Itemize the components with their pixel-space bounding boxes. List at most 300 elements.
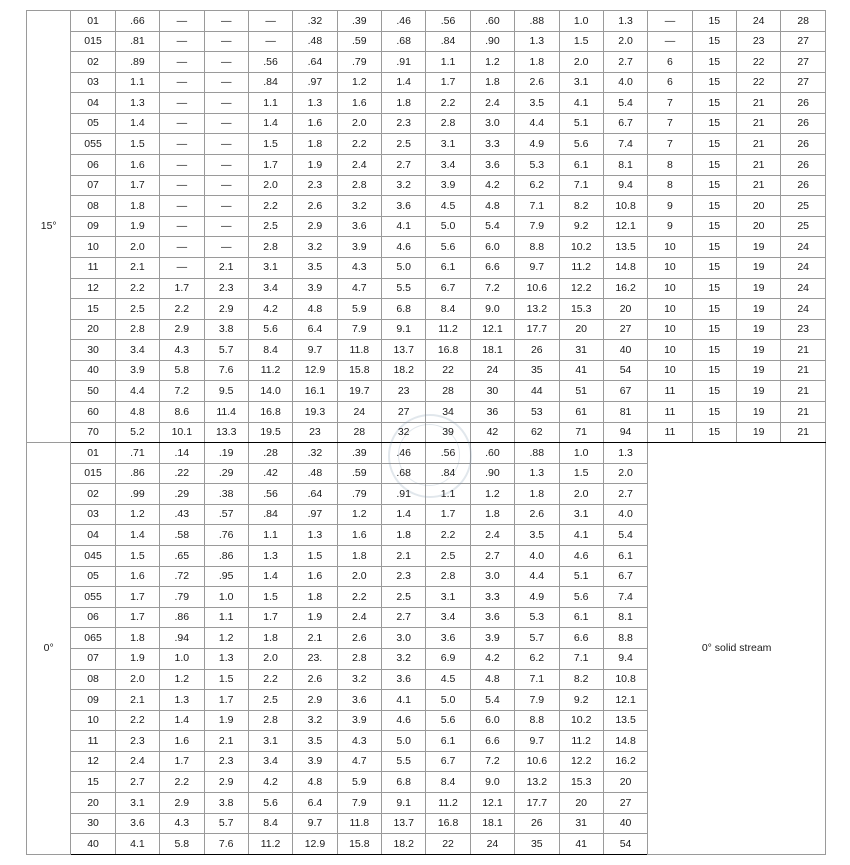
capacity-cell: 15	[692, 299, 736, 320]
capacity-cell: 1.5	[115, 546, 159, 567]
capacity-cell: 9	[648, 216, 692, 237]
capacity-cell: 2.4	[115, 751, 159, 772]
capacity-cell: 2.2	[160, 299, 204, 320]
capacity-cell: —	[160, 175, 204, 196]
capacity-cell: .65	[160, 546, 204, 567]
capacity-cell: —	[204, 113, 248, 134]
capacity-cell: 5.1	[559, 113, 603, 134]
table-row	[27, 93, 826, 114]
nozzle-size-cell: 30	[71, 813, 115, 834]
capacity-cell: 2.3	[204, 751, 248, 772]
capacity-cell: 5.6	[559, 587, 603, 608]
capacity-cell: 7	[648, 134, 692, 155]
capacity-cell: 1.3	[293, 525, 337, 546]
capacity-cell: 7.2	[470, 751, 514, 772]
capacity-cell: 1.1	[248, 525, 292, 546]
capacity-cell: 24	[337, 401, 381, 422]
capacity-cell: 3.9	[337, 710, 381, 731]
capacity-cell: 41	[559, 360, 603, 381]
table-row	[27, 443, 826, 464]
capacity-cell: 7	[648, 93, 692, 114]
capacity-cell: 4.9	[515, 587, 559, 608]
capacity-cell: —	[160, 11, 204, 32]
capacity-cell: 3.5	[515, 93, 559, 114]
capacity-cell: 15	[692, 31, 736, 52]
capacity-cell: 9.1	[382, 792, 426, 813]
capacity-cell: 1.8	[248, 628, 292, 649]
capacity-cell: 15	[692, 155, 736, 176]
capacity-cell: 9.4	[603, 648, 647, 669]
capacity-cell: 4.2	[248, 299, 292, 320]
capacity-cell: 2.6	[337, 628, 381, 649]
capacity-cell: 4.1	[382, 216, 426, 237]
capacity-cell: 2.4	[337, 155, 381, 176]
capacity-cell: 15	[692, 257, 736, 278]
capacity-cell: 31	[559, 340, 603, 361]
capacity-cell: .91	[382, 52, 426, 73]
table-row	[27, 422, 826, 443]
capacity-cell: 11.2	[426, 319, 470, 340]
capacity-cell: 2.8	[426, 113, 470, 134]
capacity-cell: 15	[692, 52, 736, 73]
capacity-cell: 4.3	[337, 731, 381, 752]
nozzle-size-cell: 055	[71, 134, 115, 155]
capacity-cell: 2.7	[470, 546, 514, 567]
capacity-cell: 3.6	[337, 216, 381, 237]
table-body	[27, 11, 826, 855]
capacity-cell: 10	[648, 319, 692, 340]
capacity-cell: 2.7	[382, 155, 426, 176]
capacity-cell: .94	[160, 628, 204, 649]
capacity-cell: 7.1	[515, 669, 559, 690]
capacity-cell: 5.6	[248, 319, 292, 340]
capacity-cell: 1.5	[559, 31, 603, 52]
capacity-cell: 3.4	[426, 155, 470, 176]
capacity-cell: .68	[382, 463, 426, 484]
capacity-cell: —	[248, 31, 292, 52]
capacity-cell: 6.4	[293, 792, 337, 813]
capacity-cell: 6.7	[603, 566, 647, 587]
capacity-cell: 1.4	[248, 566, 292, 587]
capacity-cell: 7.6	[204, 360, 248, 381]
capacity-cell: 16.2	[603, 278, 647, 299]
capacity-cell: 16.8	[426, 340, 470, 361]
capacity-cell: 5.0	[426, 216, 470, 237]
capacity-cell: —	[648, 31, 692, 52]
capacity-cell: 8.2	[559, 196, 603, 217]
capacity-cell: 9.0	[470, 772, 514, 793]
capacity-cell: 24	[470, 834, 514, 855]
capacity-cell: 4.4	[515, 566, 559, 587]
table-row	[27, 299, 826, 320]
capacity-cell: 5.3	[515, 607, 559, 628]
capacity-cell: 54	[603, 834, 647, 855]
capacity-cell: 9.2	[559, 690, 603, 711]
spray-angle-label: 15°	[27, 11, 71, 443]
capacity-cell: 1.3	[515, 31, 559, 52]
capacity-cell: 6.4	[293, 319, 337, 340]
capacity-cell: 14.8	[603, 257, 647, 278]
capacity-cell: .91	[382, 484, 426, 505]
table-row	[27, 401, 826, 422]
nozzle-size-cell: 20	[71, 319, 115, 340]
capacity-cell: 24	[781, 299, 826, 320]
capacity-cell: 71	[559, 422, 603, 443]
capacity-cell: 1.3	[115, 93, 159, 114]
capacity-cell: 12.9	[293, 834, 337, 855]
capacity-cell: 21	[781, 360, 826, 381]
capacity-cell: 16.1	[293, 381, 337, 402]
capacity-cell: 15	[692, 175, 736, 196]
capacity-cell: 1.9	[204, 710, 248, 731]
capacity-cell: .58	[160, 525, 204, 546]
table-row	[27, 11, 826, 32]
capacity-cell: 3.3	[470, 134, 514, 155]
capacity-cell: 2.5	[248, 690, 292, 711]
capacity-cell: 7.6	[204, 834, 248, 855]
nozzle-size-cell: 09	[71, 216, 115, 237]
capacity-cell: 15	[692, 360, 736, 381]
capacity-cell: 25	[781, 216, 826, 237]
capacity-cell: 21	[781, 401, 826, 422]
capacity-cell: .29	[204, 463, 248, 484]
capacity-cell: 24	[470, 360, 514, 381]
capacity-cell: —	[160, 31, 204, 52]
nozzle-size-cell: 15	[71, 772, 115, 793]
table-row	[27, 278, 826, 299]
capacity-cell: .64	[293, 484, 337, 505]
capacity-cell: 2.4	[337, 607, 381, 628]
capacity-cell: 27	[781, 52, 826, 73]
capacity-cell: .76	[204, 525, 248, 546]
capacity-cell: 3.4	[115, 340, 159, 361]
capacity-cell: 15	[692, 340, 736, 361]
capacity-cell: 2.5	[426, 546, 470, 567]
capacity-cell: 2.2	[426, 93, 470, 114]
capacity-cell: 1.8	[293, 587, 337, 608]
capacity-cell: 2.0	[603, 31, 647, 52]
capacity-cell: 4.1	[559, 525, 603, 546]
capacity-cell: 20	[737, 216, 781, 237]
capacity-cell: 2.2	[337, 134, 381, 155]
capacity-cell: 3.0	[470, 566, 514, 587]
table-row	[27, 155, 826, 176]
nozzle-size-cell: 06	[71, 607, 115, 628]
capacity-cell: 6	[648, 72, 692, 93]
capacity-cell: 10	[648, 237, 692, 258]
capacity-cell: .19	[204, 443, 248, 464]
capacity-cell: 2.6	[293, 669, 337, 690]
nozzle-size-cell: 015	[71, 463, 115, 484]
capacity-cell: 1.8	[115, 196, 159, 217]
capacity-cell: 1.7	[248, 155, 292, 176]
capacity-cell: .28	[248, 443, 292, 464]
capacity-cell: 4.4	[115, 381, 159, 402]
capacity-cell: .48	[293, 463, 337, 484]
nozzle-size-cell: 01	[71, 443, 115, 464]
capacity-cell: 24	[781, 257, 826, 278]
capacity-cell: 3.4	[248, 278, 292, 299]
capacity-cell: 5.4	[603, 525, 647, 546]
capacity-cell: 1.1	[426, 484, 470, 505]
nozzle-size-cell: 50	[71, 381, 115, 402]
capacity-cell: 2.0	[559, 484, 603, 505]
capacity-cell: 5.4	[603, 93, 647, 114]
capacity-cell: 4.3	[160, 340, 204, 361]
capacity-cell: —	[204, 31, 248, 52]
capacity-cell: 5.7	[204, 340, 248, 361]
capacity-cell: .43	[160, 504, 204, 525]
capacity-cell: 81	[603, 401, 647, 422]
capacity-cell: 6.8	[382, 299, 426, 320]
capacity-cell: 1.6	[337, 525, 381, 546]
capacity-cell: 12.1	[470, 792, 514, 813]
capacity-cell: —	[204, 11, 248, 32]
capacity-cell: 3.1	[559, 72, 603, 93]
capacity-cell: .64	[293, 52, 337, 73]
capacity-cell: 9.1	[382, 319, 426, 340]
capacity-cell: 3.9	[293, 278, 337, 299]
capacity-cell: 6.1	[426, 731, 470, 752]
capacity-cell: .71	[115, 443, 159, 464]
capacity-cell: 5.6	[426, 710, 470, 731]
capacity-cell: 7.1	[559, 175, 603, 196]
capacity-cell: 1.8	[382, 525, 426, 546]
capacity-cell: 15.3	[559, 299, 603, 320]
capacity-cell: 22	[737, 52, 781, 73]
capacity-cell: 15	[692, 381, 736, 402]
capacity-cell: 8	[648, 175, 692, 196]
capacity-cell: 6.6	[470, 257, 514, 278]
capacity-cell: —	[160, 93, 204, 114]
nozzle-size-cell: 40	[71, 834, 115, 855]
capacity-cell: 10	[648, 340, 692, 361]
capacity-cell: 3.5	[293, 257, 337, 278]
capacity-cell: 2.1	[382, 546, 426, 567]
capacity-cell: 12.1	[603, 216, 647, 237]
capacity-cell: 15	[692, 196, 736, 217]
capacity-cell: —	[160, 134, 204, 155]
capacity-cell: 4.7	[337, 278, 381, 299]
capacity-cell: 3.5	[293, 731, 337, 752]
capacity-cell: 10	[648, 257, 692, 278]
table-row	[27, 52, 826, 73]
capacity-cell: 9.7	[293, 813, 337, 834]
capacity-cell: .84	[426, 463, 470, 484]
capacity-cell: 3.6	[470, 155, 514, 176]
capacity-cell: 13.5	[603, 710, 647, 731]
capacity-cell: 5.6	[559, 134, 603, 155]
capacity-cell: 3.1	[248, 257, 292, 278]
capacity-cell: 6.9	[426, 648, 470, 669]
capacity-cell: 2.8	[248, 710, 292, 731]
capacity-cell: 1.7	[248, 607, 292, 628]
capacity-cell: 4.8	[470, 669, 514, 690]
capacity-cell: 31	[559, 813, 603, 834]
table-row	[27, 216, 826, 237]
capacity-cell: 3.6	[382, 669, 426, 690]
capacity-cell: 5.4	[470, 216, 514, 237]
nozzle-size-cell: 03	[71, 72, 115, 93]
nozzle-size-cell: 045	[71, 546, 115, 567]
capacity-cell: 26	[781, 113, 826, 134]
capacity-cell: 21	[737, 155, 781, 176]
capacity-cell: .88	[515, 443, 559, 464]
capacity-cell: 2.8	[337, 648, 381, 669]
capacity-cell: 10	[648, 278, 692, 299]
capacity-cell: 6.1	[559, 155, 603, 176]
capacity-cell: 3.2	[382, 648, 426, 669]
capacity-cell: 11.2	[559, 257, 603, 278]
capacity-cell: .84	[426, 31, 470, 52]
capacity-cell: 4.2	[248, 772, 292, 793]
capacity-cell: 15	[692, 93, 736, 114]
capacity-cell: 7	[648, 113, 692, 134]
capacity-cell: 34	[426, 401, 470, 422]
capacity-cell: 21	[737, 134, 781, 155]
capacity-cell: 26	[781, 175, 826, 196]
capacity-cell: 1.6	[115, 155, 159, 176]
capacity-cell: 1.6	[293, 566, 337, 587]
capacity-cell: 2.2	[426, 525, 470, 546]
capacity-cell: 2.3	[115, 731, 159, 752]
capacity-cell: 1.8	[470, 504, 514, 525]
nozzle-size-cell: 02	[71, 484, 115, 505]
capacity-cell: 6.7	[426, 278, 470, 299]
capacity-cell: 3.0	[382, 628, 426, 649]
capacity-cell: 19	[737, 237, 781, 258]
capacity-cell: 2.6	[515, 504, 559, 525]
capacity-cell: 3.2	[337, 669, 381, 690]
nozzle-size-cell: 055	[71, 587, 115, 608]
capacity-cell: 11.8	[337, 813, 381, 834]
capacity-cell: 7.4	[603, 134, 647, 155]
capacity-cell: 2.9	[293, 690, 337, 711]
capacity-cell: 2.6	[515, 72, 559, 93]
capacity-cell: 4.0	[603, 504, 647, 525]
capacity-cell: 26	[515, 340, 559, 361]
capacity-cell: 4.1	[115, 834, 159, 855]
capacity-cell: 10.8	[603, 669, 647, 690]
capacity-cell: —	[248, 11, 292, 32]
capacity-cell: 2.5	[382, 587, 426, 608]
capacity-cell: 8.6	[160, 401, 204, 422]
capacity-cell: 24	[737, 11, 781, 32]
capacity-cell: 8.2	[559, 669, 603, 690]
nozzle-size-cell: 05	[71, 566, 115, 587]
nozzle-size-cell: 07	[71, 175, 115, 196]
capacity-cell: 15	[692, 72, 736, 93]
capacity-cell: —	[204, 52, 248, 73]
capacity-cell: 19	[737, 319, 781, 340]
capacity-cell: .84	[248, 72, 292, 93]
capacity-cell: 2.5	[115, 299, 159, 320]
capacity-cell: 11.2	[248, 834, 292, 855]
capacity-cell: 2.2	[115, 278, 159, 299]
capacity-cell: 54	[603, 360, 647, 381]
capacity-cell: 14.0	[248, 381, 292, 402]
capacity-cell: 62	[515, 422, 559, 443]
capacity-cell: 24	[781, 278, 826, 299]
capacity-cell: 9.0	[470, 299, 514, 320]
capacity-cell: 6.1	[426, 257, 470, 278]
capacity-cell: —	[204, 155, 248, 176]
capacity-cell: 6.0	[470, 710, 514, 731]
capacity-cell: 7.2	[470, 278, 514, 299]
capacity-cell: .46	[382, 11, 426, 32]
capacity-cell: .84	[248, 504, 292, 525]
capacity-cell: 2.3	[382, 566, 426, 587]
capacity-cell: 5.9	[337, 299, 381, 320]
capacity-cell: 2.0	[603, 463, 647, 484]
nozzle-size-cell: 40	[71, 360, 115, 381]
nozzle-size-cell: 20	[71, 792, 115, 813]
capacity-cell: 16.2	[603, 751, 647, 772]
capacity-cell: 26	[781, 134, 826, 155]
capacity-cell: 2.6	[293, 196, 337, 217]
capacity-cell: 1.4	[382, 504, 426, 525]
capacity-cell: .97	[293, 504, 337, 525]
nozzle-size-cell: 04	[71, 525, 115, 546]
capacity-cell: 2.9	[204, 772, 248, 793]
capacity-cell: 7.9	[515, 690, 559, 711]
capacity-cell: 20	[559, 792, 603, 813]
capacity-cell: .79	[337, 484, 381, 505]
capacity-cell: 51	[559, 381, 603, 402]
capacity-cell: 1.0	[559, 11, 603, 32]
capacity-cell: —	[160, 72, 204, 93]
capacity-cell: 1.5	[204, 669, 248, 690]
capacity-cell: .86	[160, 607, 204, 628]
capacity-cell: 1.2	[337, 504, 381, 525]
capacity-cell: 8.4	[426, 299, 470, 320]
capacity-cell: 5.6	[426, 237, 470, 258]
capacity-cell: 4.9	[515, 134, 559, 155]
capacity-cell: 18.1	[470, 813, 514, 834]
capacity-cell: 20	[737, 196, 781, 217]
capacity-cell: 3.1	[248, 731, 292, 752]
capacity-cell: 3.9	[470, 628, 514, 649]
capacity-cell: 9.4	[603, 175, 647, 196]
capacity-cell: 2.1	[115, 257, 159, 278]
capacity-cell: 2.1	[204, 731, 248, 752]
capacity-cell: —	[204, 175, 248, 196]
capacity-cell: 67	[603, 381, 647, 402]
capacity-cell: 27	[382, 401, 426, 422]
capacity-cell: 23	[781, 319, 826, 340]
capacity-cell: 10.6	[515, 751, 559, 772]
nozzle-size-cell: 06	[71, 155, 115, 176]
capacity-cell: .88	[515, 11, 559, 32]
nozzle-size-cell: 11	[71, 257, 115, 278]
capacity-cell: 13.7	[382, 813, 426, 834]
capacity-cell: 1.7	[426, 72, 470, 93]
capacity-cell: 3.5	[515, 525, 559, 546]
capacity-cell: 19	[737, 257, 781, 278]
capacity-cell: 11.2	[559, 731, 603, 752]
capacity-cell: 7.1	[515, 196, 559, 217]
capacity-cell: 19	[737, 381, 781, 402]
capacity-cell: 5.6	[248, 792, 292, 813]
capacity-cell: 16.8	[426, 813, 470, 834]
capacity-cell: 5.1	[559, 566, 603, 587]
capacity-cell: 2.9	[293, 216, 337, 237]
capacity-cell: 13.3	[204, 422, 248, 443]
capacity-cell: 21	[781, 381, 826, 402]
capacity-cell: 21	[737, 93, 781, 114]
nozzle-size-cell: 01	[71, 11, 115, 32]
capacity-cell: 17.7	[515, 792, 559, 813]
